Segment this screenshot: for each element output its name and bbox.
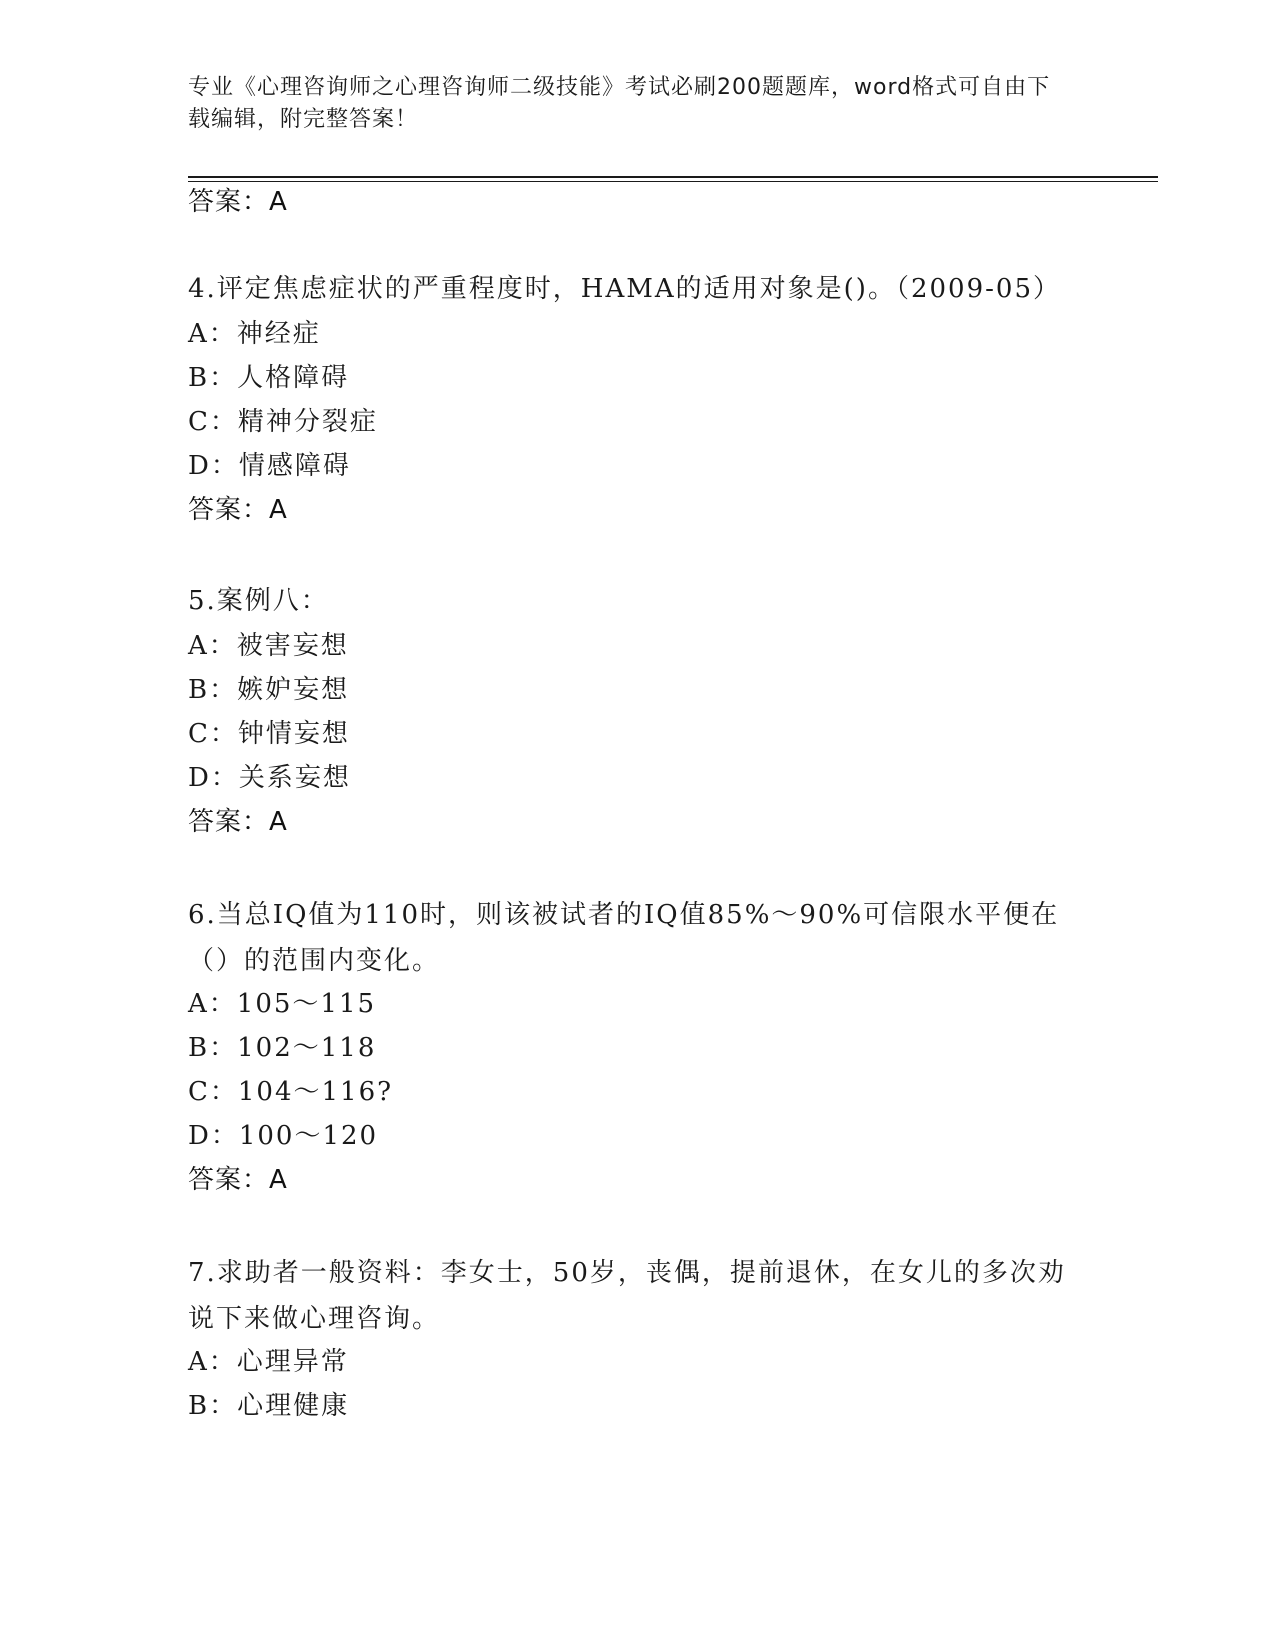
question-4-option-d: D：情感障碍 <box>188 451 351 481</box>
question-6-option-b: B：102～118 <box>188 1033 377 1063</box>
question-5-option-b: B：嫉妒妄想 <box>188 675 350 705</box>
document-header: 专业《心理咨询师之心理咨询师二级技能》考试必刷200题题库，word格式可自由下载编辑，附完整答案！ <box>188 75 1051 132</box>
question-5-option-d: D：关系妄想 <box>188 763 351 793</box>
question-4-option-b: B：人格障碍 <box>188 363 350 393</box>
question-6-option-c: C：104～116? <box>188 1077 394 1107</box>
answer-q6: 答案：A <box>188 1165 288 1195</box>
question-5-option-a: A：被害妄想 <box>188 631 349 661</box>
answer-q3: 答案：A <box>188 187 288 217</box>
question-6-stem: 6.当总IQ值为110时，则该被试者的IQ值85%～90%可信限水平便在（）的范围内变化。 <box>188 900 1060 976</box>
question-6-option-d: D：100～120 <box>188 1121 379 1151</box>
header-divider-thin <box>188 181 1158 182</box>
header-divider-thick <box>188 176 1158 178</box>
question-4-stem: 4.评定焦虑症状的严重程度时，HAMA的适用对象是()。（2009-05） <box>188 274 1061 304</box>
question-7-option-a: A：心理异常 <box>188 1347 349 1377</box>
question-4-option-c: C：精神分裂症 <box>188 407 378 437</box>
answer-q4: 答案：A <box>188 495 288 525</box>
question-6-option-a: A：105～115 <box>188 989 377 1019</box>
question-4-option-a: A：神经症 <box>188 319 321 349</box>
question-5-option-c: C：钟情妄想 <box>188 719 350 749</box>
question-7-option-b: B：心理健康 <box>188 1391 350 1421</box>
question-7-stem: 7.求助者一般资料：李女士，50岁，丧偶，提前退休，在女儿的多次劝说下来做心理咨询。 <box>188 1258 1066 1334</box>
question-5-stem: 5.案例八： <box>188 586 329 616</box>
answer-q5: 答案：A <box>188 807 288 837</box>
